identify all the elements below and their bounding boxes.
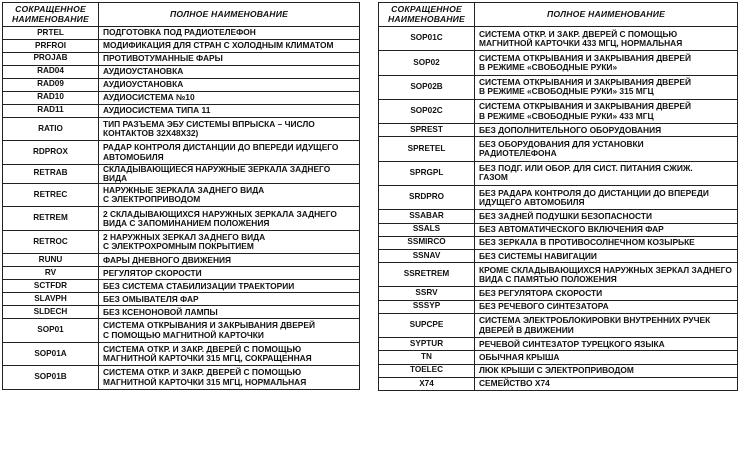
table-row <box>379 99 738 123</box>
full-description: СЕМЕЙСТВО Х74 <box>475 377 738 390</box>
full-description: 2 НАРУЖНЫХ ЗЕРКАЛ ЗАДНЕГО ВИДА С ЭЛЕКТРОХРОМНЫМ ПОКРЫТИЕМ <box>99 230 360 254</box>
left-abbreviation-table <box>2 2 360 390</box>
table-row <box>3 78 360 91</box>
full-description: СИСТЕМА ОТКРЫВАНИЯ И ЗАКРЫВАНИЯ ДВЕРЕЙ С ПОМОЩЬЮ МАГНИТНОЙ КАРТОЧКИ <box>99 319 360 343</box>
full-description: ПОДГОТОВКА ПОД РАДИОТЕЛЕФОН <box>99 27 360 40</box>
left-table-body <box>3 27 360 390</box>
table-row <box>3 141 360 165</box>
table-row <box>379 351 738 364</box>
table-row <box>379 377 738 390</box>
left-header-short-name: СОКРАЩЕННОЕ НАИМЕНОВАНИЕ <box>3 3 99 27</box>
table-row <box>379 313 738 337</box>
abbreviation-code: SCTFDR <box>3 280 99 293</box>
right-table-body <box>379 27 738 391</box>
full-description: БЕЗ ОМЫВАТЕЛЯ ФАР <box>99 293 360 306</box>
abbreviation-code: SSALS <box>379 223 475 236</box>
abbreviation-code: SSRETREM <box>379 263 475 287</box>
right-header-full-name: ПОЛНОЕ НАИМЕНОВАНИЕ <box>475 3 738 27</box>
table-row <box>379 137 738 161</box>
table-row <box>379 300 738 313</box>
full-description: КРОМЕ СКЛАДЫВАЮЩИХСЯ НАРУЖНЫХ ЗЕРКАЛ ЗАДНЕГО ВИДА С ПАМЯТЬЮ ПОЛОЖЕНИЯ <box>475 263 738 287</box>
table-row <box>379 210 738 223</box>
full-description: СИСТЕМА ОТКРЫВАНИЯ И ЗАКРЫВАНИЯ ДВЕРЕЙ В РЕЖИМЕ «СВОБОДНЫЕ РУКИ» 433 МГЦ <box>475 99 738 123</box>
abbreviation-code: SSNAV <box>379 249 475 262</box>
table-row <box>3 27 360 40</box>
full-description: СИСТЕМА ОТКР. И ЗАКР. ДВЕРЕЙ С ПОМОЩЬЮ МАГНИТНОЙ КАРТОЧКИ 433 МГЦ, НОРМАЛЬНАЯ <box>475 27 738 51</box>
table-row <box>3 117 360 141</box>
abbreviation-code: PROJAB <box>3 52 99 65</box>
abbreviation-code: RUNU <box>3 254 99 267</box>
full-description: БЕЗ КСЕНОНОВОЙ ЛАМПЫ <box>99 306 360 319</box>
abbreviation-code: TN <box>379 351 475 364</box>
full-description: СИСТЕМА ОТКРЫВАНИЯ И ЗАКРЫВАНИЯ ДВЕРЕЙ В РЕЖИМЕ «СВОБОДНЫЕ РУКИ» 315 МГЦ <box>475 75 738 99</box>
table-row <box>3 183 360 207</box>
full-description: РАДАР КОНТРОЛЯ ДИСТАНЦИИ ДО ВПЕРЕДИ ИДУЩЕГО АВТОМОБИЛЯ <box>99 141 360 165</box>
full-description: БЕЗ ОБОРУДОВАНИЯ ДЛЯ УСТАНОВКИ РАДИОТЕЛЕФОНА <box>475 137 738 161</box>
abbreviation-code: RAD09 <box>3 78 99 91</box>
full-description: БЕЗ СИСТЕМЫ НАВИГАЦИИ <box>475 249 738 262</box>
abbreviation-code: X74 <box>379 377 475 390</box>
table-row <box>3 39 360 52</box>
abbreviation-code: SOP02C <box>379 99 475 123</box>
abbreviation-code: SUPCPE <box>379 313 475 337</box>
table-row <box>3 52 360 65</box>
abbreviation-code: SSABAR <box>379 210 475 223</box>
abbreviation-code: SOP01A <box>3 342 99 366</box>
table-row <box>379 75 738 99</box>
abbreviation-code: RETREM <box>3 207 99 231</box>
table-row <box>379 223 738 236</box>
abbreviation-code: SPREST <box>379 124 475 137</box>
abbreviation-code: SOP01 <box>3 319 99 343</box>
full-description: СИСТЕМА ОТКР. И ЗАКР. ДВЕРЕЙ С ПОМОЩЬЮ МАГНИТНОЙ КАРТОЧКИ 315 МГЦ, НОРМАЛЬНАЯ <box>99 366 360 390</box>
table-row <box>3 254 360 267</box>
full-description: ЛЮК КРЫШИ С ЭЛЕКТРОПРИВОДОМ <box>475 364 738 377</box>
abbreviation-code: RETREC <box>3 183 99 207</box>
table-row <box>3 306 360 319</box>
full-description: АУДИОУСТАНОВКА <box>99 65 360 78</box>
table-row <box>3 267 360 280</box>
abbreviation-code: RETROC <box>3 230 99 254</box>
table-row <box>3 366 360 390</box>
abbreviation-code: SOP02 <box>379 51 475 75</box>
table-row <box>379 263 738 287</box>
abbreviation-code: RETRAB <box>3 164 99 183</box>
table-row <box>379 249 738 262</box>
abbreviation-code: PRFROI <box>3 39 99 52</box>
full-description: НАРУЖНЫЕ ЗЕРКАЛА ЗАДНЕГО ВИДА С ЭЛЕКТРОПРИВОДОМ <box>99 183 360 207</box>
full-description: РЕЧЕВОЙ СИНТЕЗАТОР ТУРЕЦКОГО ЯЗЫКА <box>475 338 738 351</box>
abbreviation-code: SSRV <box>379 287 475 300</box>
table-row <box>3 319 360 343</box>
abbreviation-code: SPRETEL <box>379 137 475 161</box>
abbreviation-code: RAD04 <box>3 65 99 78</box>
full-description: СИСТЕМА ОТКР. И ЗАКР. ДВЕРЕЙ С ПОМОЩЬЮ МАГНИТНОЙ КАРТОЧКИ 315 МГЦ, СОКРАЩЕННАЯ <box>99 342 360 366</box>
full-description: БЕЗ АВТОМАТИЧЕСКОГО ВКЛЮЧЕНИЯ ФАР <box>475 223 738 236</box>
abbreviation-code: RV <box>3 267 99 280</box>
full-description: РЕГУЛЯТОР СКОРОСТИ <box>99 267 360 280</box>
full-description: БЕЗ ЗЕРКАЛА В ПРОТИВОСОЛНЕЧНОМ КОЗЫРЬКЕ <box>475 236 738 249</box>
table-row <box>3 164 360 183</box>
left-header-full-name: ПОЛНОЕ НАИМЕНОВАНИЕ <box>99 3 360 27</box>
full-description: МОДИФИКАЦИЯ ДЛЯ СТРАН С ХОЛОДНЫМ КЛИМАТОМ <box>99 39 360 52</box>
full-description: БЕЗ РАДАРА КОНТРОЛЯ ДО ДИСТАНЦИИ ДО ВПЕРЕДИ ИДУЩЕГО АВТОМОБИЛЯ <box>475 186 738 210</box>
full-description: СИСТЕМА ОТКРЫВАНИЯ И ЗАКРЫВАНИЯ ДВЕРЕЙ В РЕЖИМЕ «СВОБОДНЫЕ РУКИ» <box>475 51 738 75</box>
abbreviation-code: TOELEC <box>379 364 475 377</box>
right-header-short-name: СОКРАЩЕННОЕ НАИМЕНОВАНИЕ <box>379 3 475 27</box>
full-description: ОБЫЧНАЯ КРЫША <box>475 351 738 364</box>
full-description: БЕЗ СИСТЕМА СТАБИЛИЗАЦИИ ТРАЕКТОРИИ <box>99 280 360 293</box>
table-row <box>379 161 738 185</box>
full-description: АУДИОСИСТЕМА ТИПА 11 <box>99 104 360 117</box>
table-row <box>379 186 738 210</box>
table-row <box>379 338 738 351</box>
full-description: ФАРЫ ДНЕВНОГО ДВИЖЕНИЯ <box>99 254 360 267</box>
full-description: ПРОТИВОТУМАННЫЕ ФАРЫ <box>99 52 360 65</box>
abbreviation-code: RDPROX <box>3 141 99 165</box>
table-row <box>3 342 360 366</box>
full-description: БЕЗ РЕЧЕВОГО СИНТЕЗАТОРА <box>475 300 738 313</box>
abbreviation-code: SLDECH <box>3 306 99 319</box>
abbreviation-code: SPRGPL <box>379 161 475 185</box>
table-row <box>379 27 738 51</box>
abbreviation-code: SOP02B <box>379 75 475 99</box>
table-row <box>379 364 738 377</box>
table-row <box>3 91 360 104</box>
abbreviation-code: RATIO <box>3 117 99 141</box>
table-row <box>3 65 360 78</box>
full-description: 2 СКЛАДЫВАЮЩИХСЯ НАРУЖНЫХ ЗЕРКАЛА ЗАДНЕГО ВИДА С ЗАПОМИНАНИЕМ ПОЛОЖЕНИЯ <box>99 207 360 231</box>
full-description: БЕЗ РЕГУЛЯТОРА СКОРОСТИ <box>475 287 738 300</box>
full-description: БЕЗ ЗАДНЕЙ ПОДУШКИ БЕЗОПАСНОСТИ <box>475 210 738 223</box>
full-description: АУДИОСИСТЕМА №10 <box>99 91 360 104</box>
abbreviation-code: PRTEL <box>3 27 99 40</box>
table-row <box>379 287 738 300</box>
right-abbreviation-table <box>378 2 738 391</box>
table-row <box>3 280 360 293</box>
abbreviation-code: SOP01B <box>3 366 99 390</box>
table-row <box>379 51 738 75</box>
table-row <box>3 104 360 117</box>
abbreviation-code: RAD10 <box>3 91 99 104</box>
table-row <box>379 124 738 137</box>
abbreviation-code: SSSYP <box>379 300 475 313</box>
abbreviation-code: RAD11 <box>3 104 99 117</box>
full-description: БЕЗ ПОДГ. ИЛИ ОБОР. ДЛЯ СИСТ. ПИТАНИЯ СЖИЖ. ГАЗОМ <box>475 161 738 185</box>
full-description: СИСТЕМА ЭЛЕКТРОБЛОКИРОВКИ ВНУТРЕННИХ РУЧЕК ДВЕРЕЙ В ДВИЖЕНИИ <box>475 313 738 337</box>
table-row <box>3 230 360 254</box>
table-row <box>379 236 738 249</box>
full-description: АУДИОУСТАНОВКА <box>99 78 360 91</box>
full-description: ТИП РАЗЪЕМА ЭБУ СИСТЕМЫ ВПРЫСКА – ЧИСЛО КОНТАКТОВ 32X48X32) <box>99 117 360 141</box>
abbreviation-code: SRDPRO <box>379 186 475 210</box>
abbreviation-code: SOP01C <box>379 27 475 51</box>
abbreviation-code: SYPTUR <box>379 338 475 351</box>
table-row <box>3 293 360 306</box>
full-description: БЕЗ ДОПОЛНИТЕЛЬНОГО ОБОРУДОВАНИЯ <box>475 124 738 137</box>
abbreviation-code: SLAVPH <box>3 293 99 306</box>
full-description: СКЛАДЫВАЮЩИЕСЯ НАРУЖНЫЕ ЗЕРКАЛА ЗАДНЕГО ВИДА <box>99 164 360 183</box>
table-row <box>3 207 360 231</box>
abbreviation-code: SSMIRCO <box>379 236 475 249</box>
